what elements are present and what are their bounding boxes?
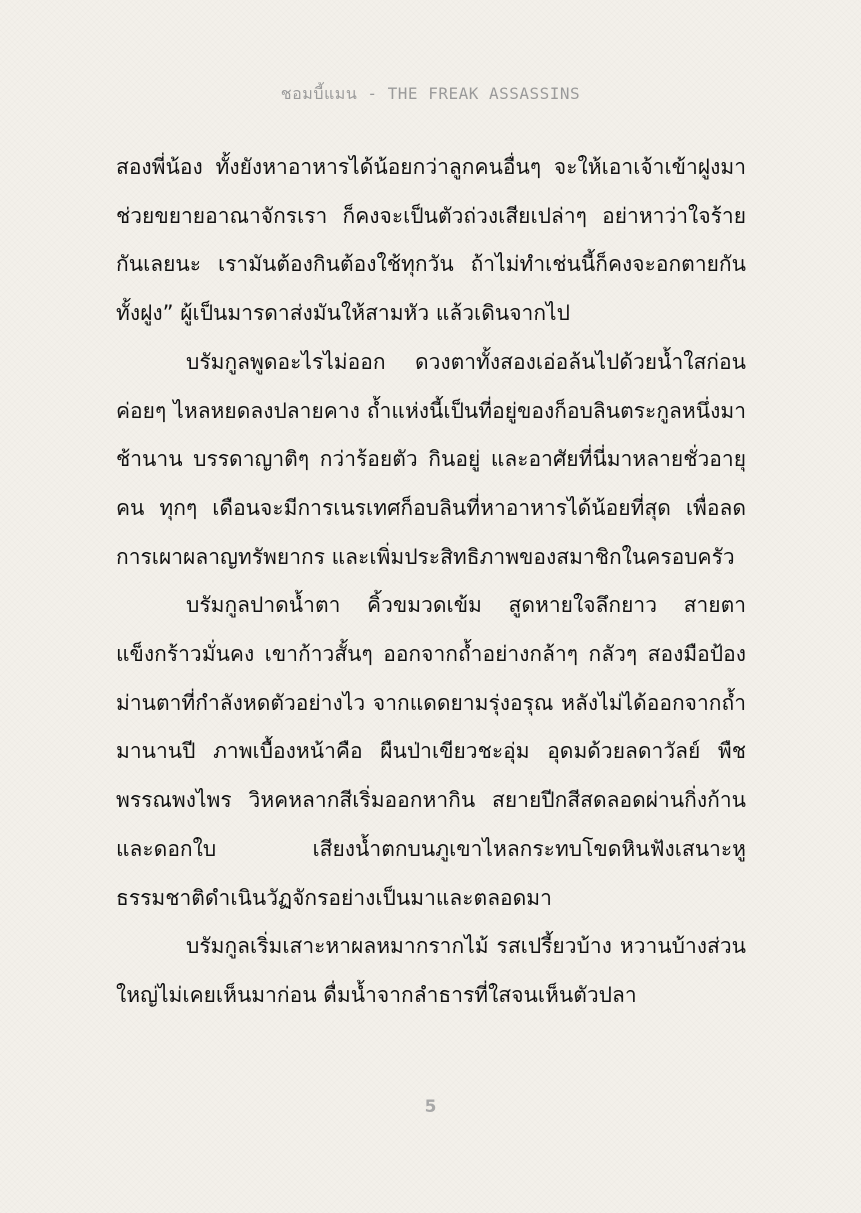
running-header: ชอมบี้แมน - THE FREAK ASSASSINS [280,84,581,103]
paragraph: บรัมกูลปาดน้ำตา คิ้วขมวดเข้ม สูดหายใจลึกยาว สายตาแข็งกร้าวมั่นคง เขาก้าวสั้นๆ ออกจากถ้ำอย่างกล้าๆ กลัวๆ สองมือป้องม่านตาที่กำลังหดตัวอย่างไว จากแดดยามรุ่งอรุณ หลังไม่ได้ออกจากถ้ำมานานปี ภาพเบื้องหน้าคือ ผืนป่าเขียวชะอุ่ม อุดมด้วยลดาวัลย์ พืชพรรณพงไพร วิหคหลากสีเริ่มออกหากิน สยายปีกสีสดลอดผ่านกิ่งก้านและดอกใบ เสียงน้ำตกบนภูเขาไหลกระทบโขดหินฟังเสนาะหู ธรรมชาติดำเนินวัฏจักรอย่างเป็นมาและตลอดมา [116,593,746,910]
page-number: 5 [424,1097,437,1117]
body-text [116,143,746,1020]
paragraph: สองพี่น้อง ทั้งยังหาอาหารได้น้อยกว่าลูกคนอื่นๆ จะให้เอาเจ้าเข้าฝูงมาช่วยขยายอาณาจักรเรา ก็คงจะเป็นตัวถ่วงเสียเปล่าๆ อย่าหาว่าใจร้ายกันเลยนะ เรามันต้องกินต้องใช้ทุกวัน ถ้าไม่ทำเช่นนี้ก็คงจะอกตายกันทั้งฝูง” ผู้เป็นมารดาส่งมันให้สามหัว แล้วเดินจากไป [116,155,746,326]
paragraph: บรัมกูลพูดอะไรไม่ออก ดวงตาทั้งสองเอ่อล้นไปด้วยน้ำใสก่อนค่อยๆ ไหลหยดลงปลายคาง ถ้ำแห่งนี้เป็นที่อยู่ของก็อบลินตระกูลหนึ่งมาช้านาน บรรดาญาติๆ กว่าร้อยตัว กินอยู่ และอาศัยที่นี่มาหลายชั่วอายุคน ทุกๆ เดือนจะมีการเนรเทศก็อบลินที่หาอาหารได้น้อยที่สุด เพื่อลดการเผาผลาญทรัพยากร และเพิ่มประสิทธิภาพของสมาชิกในครอบครัว [116,349,746,569]
paragraph: บรัมกูลเริ่มเสาะหาผลหมากรากไม้ รสเปรี้ยวบ้าง หวานบ้างส่วนใหญ่ไม่เคยเห็นมาก่อน ดื่มน้ำจากลำธารที่ใสจนเห็นตัวปลา [116,934,746,1007]
